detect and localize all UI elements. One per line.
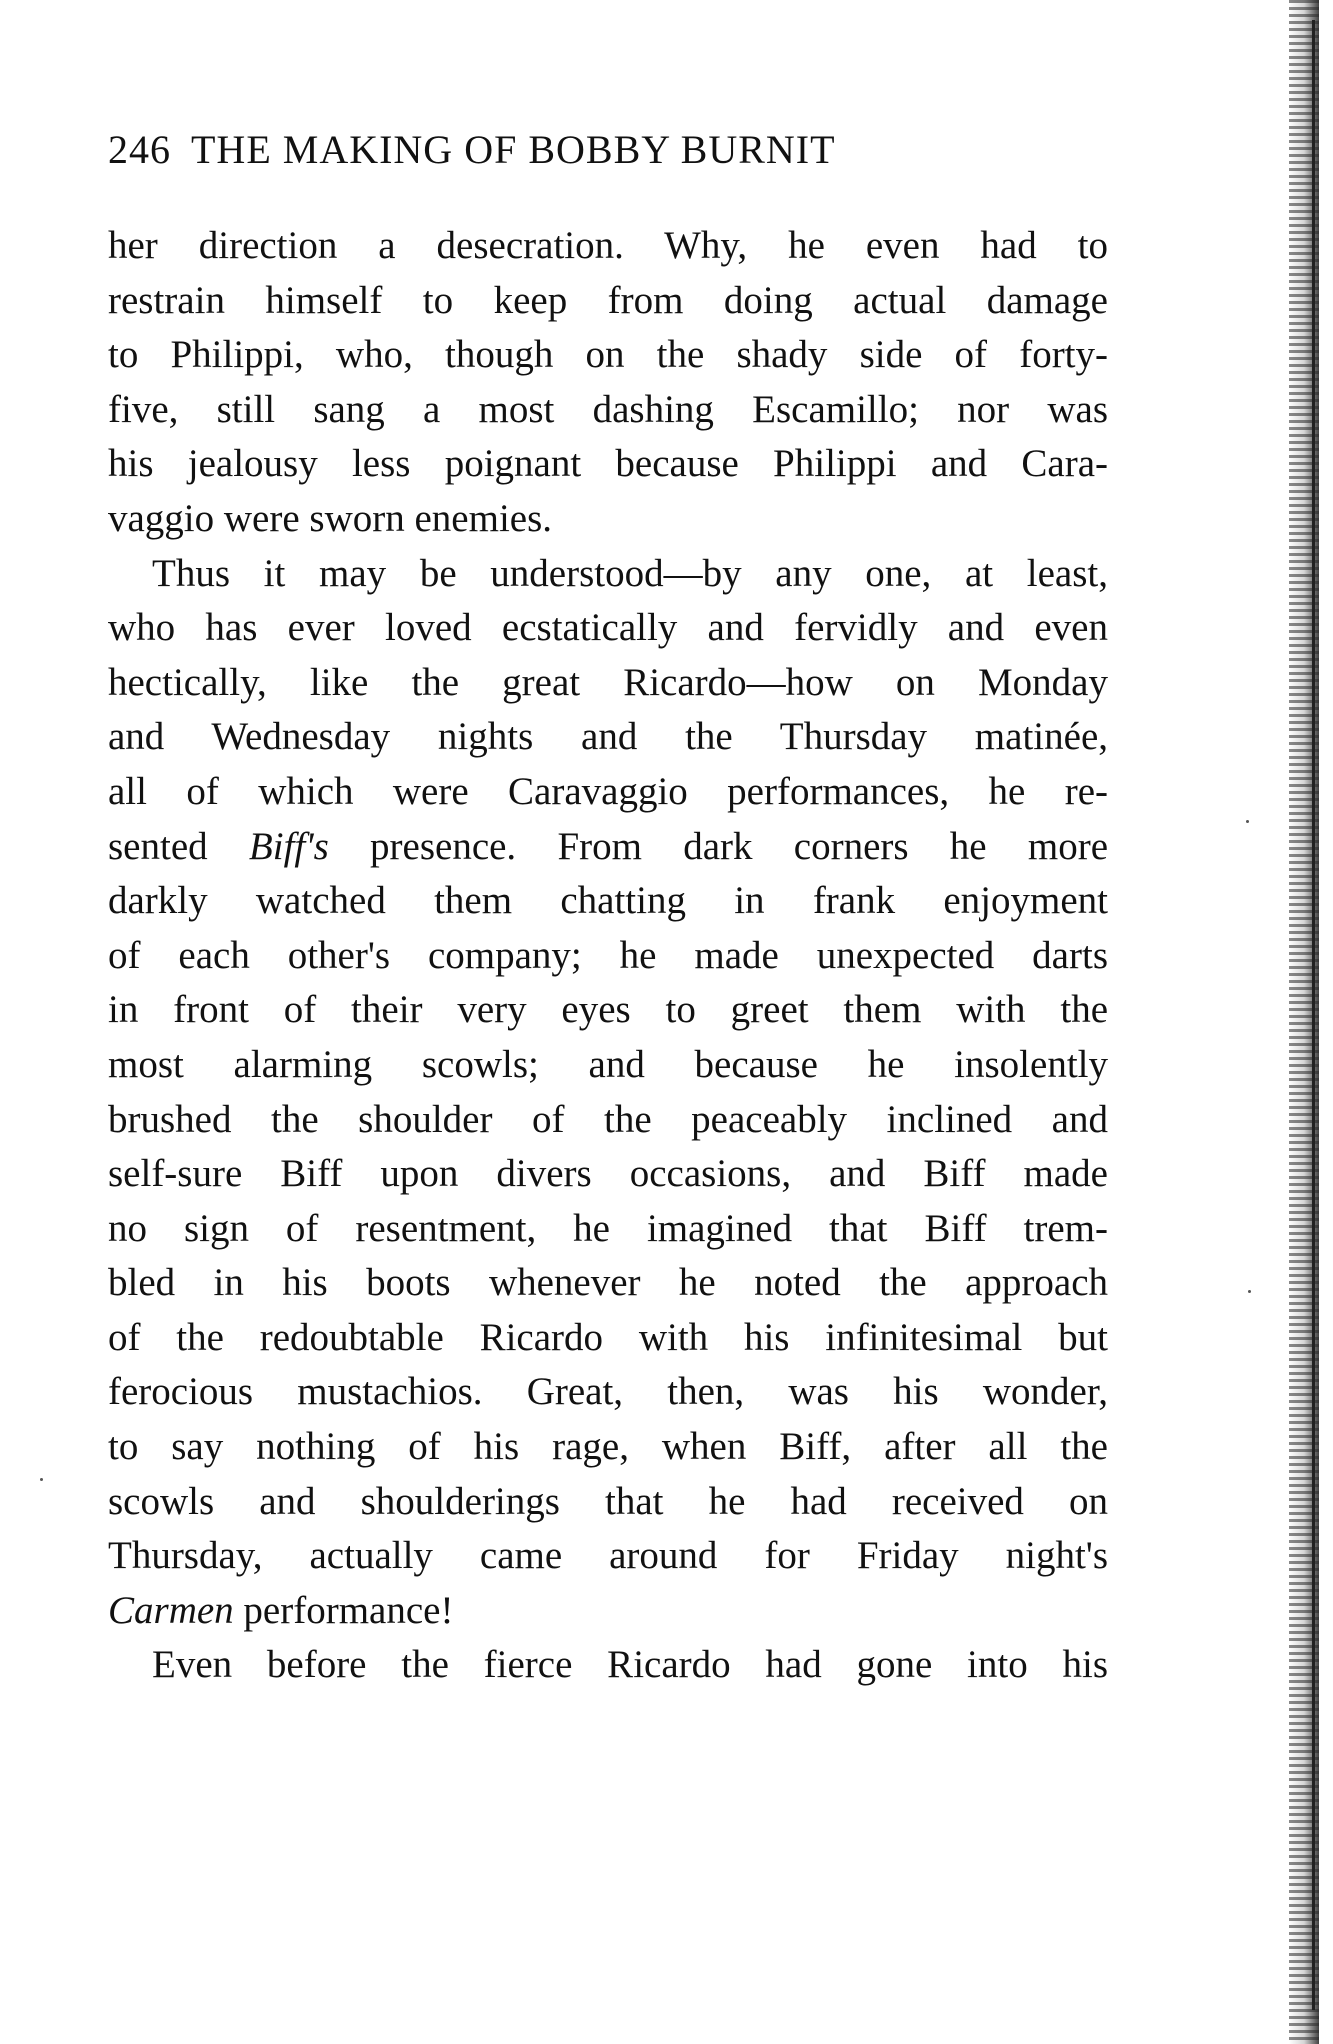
- page-number: 246: [108, 127, 171, 172]
- text-line: ferocious mustachios. Great, then, was his wonder,: [108, 1370, 1108, 1414]
- ink-speck: [40, 1478, 43, 1481]
- ink-speck: [1246, 820, 1249, 823]
- ink-speck: [1248, 1290, 1251, 1293]
- text-line: his jealousy less poignant because Philippi and Cara-: [108, 442, 1108, 486]
- text-line: to say nothing of his rage, when Biff, after all the: [108, 1425, 1108, 1469]
- italic-title: Carmen: [108, 1588, 234, 1632]
- text-line-mixed: [108, 820, 1108, 875]
- text-line: all of which were Caravaggio performances, he re-: [108, 769, 1108, 813]
- text-line: Thus it may be understood—by any one, at least,: [152, 551, 1108, 595]
- text-line: Even before the fierce Ricardo had gone into his: [152, 1643, 1108, 1687]
- text-line: self-sure Biff upon divers occasions, and Biff made: [108, 1152, 1108, 1196]
- running-header: [108, 126, 1108, 176]
- text-line: most alarming scowls; and because he insolently: [108, 1042, 1108, 1086]
- body-text: [108, 219, 1108, 1693]
- text-line: of the redoubtable Ricardo with his infinitesimal but: [108, 1315, 1108, 1359]
- text-line: darkly watched them chatting in frank enjoyment: [108, 879, 1108, 923]
- text-segment: performance!: [243, 1588, 454, 1632]
- text-line-mixed: [108, 1584, 1108, 1639]
- text-line: who has ever loved ecstatically and fervidly and even: [108, 606, 1108, 650]
- text-line: to Philippi, who, though on the shady side of forty-: [108, 333, 1108, 377]
- running-title: THE MAKING OF BOBBY BURNIT: [191, 127, 836, 172]
- page-binding-edge: [1312, 20, 1315, 2010]
- text-line: no sign of resentment, he imagined that Biff trem-: [108, 1206, 1108, 1250]
- text-line: Thursday, actually came around for Friday night's: [108, 1534, 1108, 1578]
- text-line: in front of their very eyes to greet them with the: [108, 988, 1108, 1032]
- text-line: hectically, like the great Ricardo—how on Monday: [108, 660, 1108, 704]
- text-line: brushed the shoulder of the peaceably inclined and: [108, 1097, 1108, 1141]
- text-line: of each other's company; he made unexpected darts: [108, 933, 1108, 977]
- text-line: restrain himself to keep from doing actual damage: [108, 278, 1108, 322]
- text-line: vaggio were sworn enemies.: [108, 496, 553, 540]
- text-line: bled in his boots whenever he noted the approach: [108, 1261, 1108, 1305]
- text-line: and Wednesday nights and the Thursday matinée,: [108, 715, 1108, 759]
- text-line: her direction a desecration. Why, he even had to: [108, 224, 1108, 267]
- italic-name: Biff's: [248, 824, 329, 868]
- text-line: scowls and shoulderings that he had received on: [108, 1479, 1108, 1523]
- text-line: five, still sang a most dashing Escamillo; nor was: [108, 387, 1108, 431]
- text-segment: sented: [108, 824, 208, 868]
- text-segment: presence. From dark corners he more: [370, 824, 1109, 868]
